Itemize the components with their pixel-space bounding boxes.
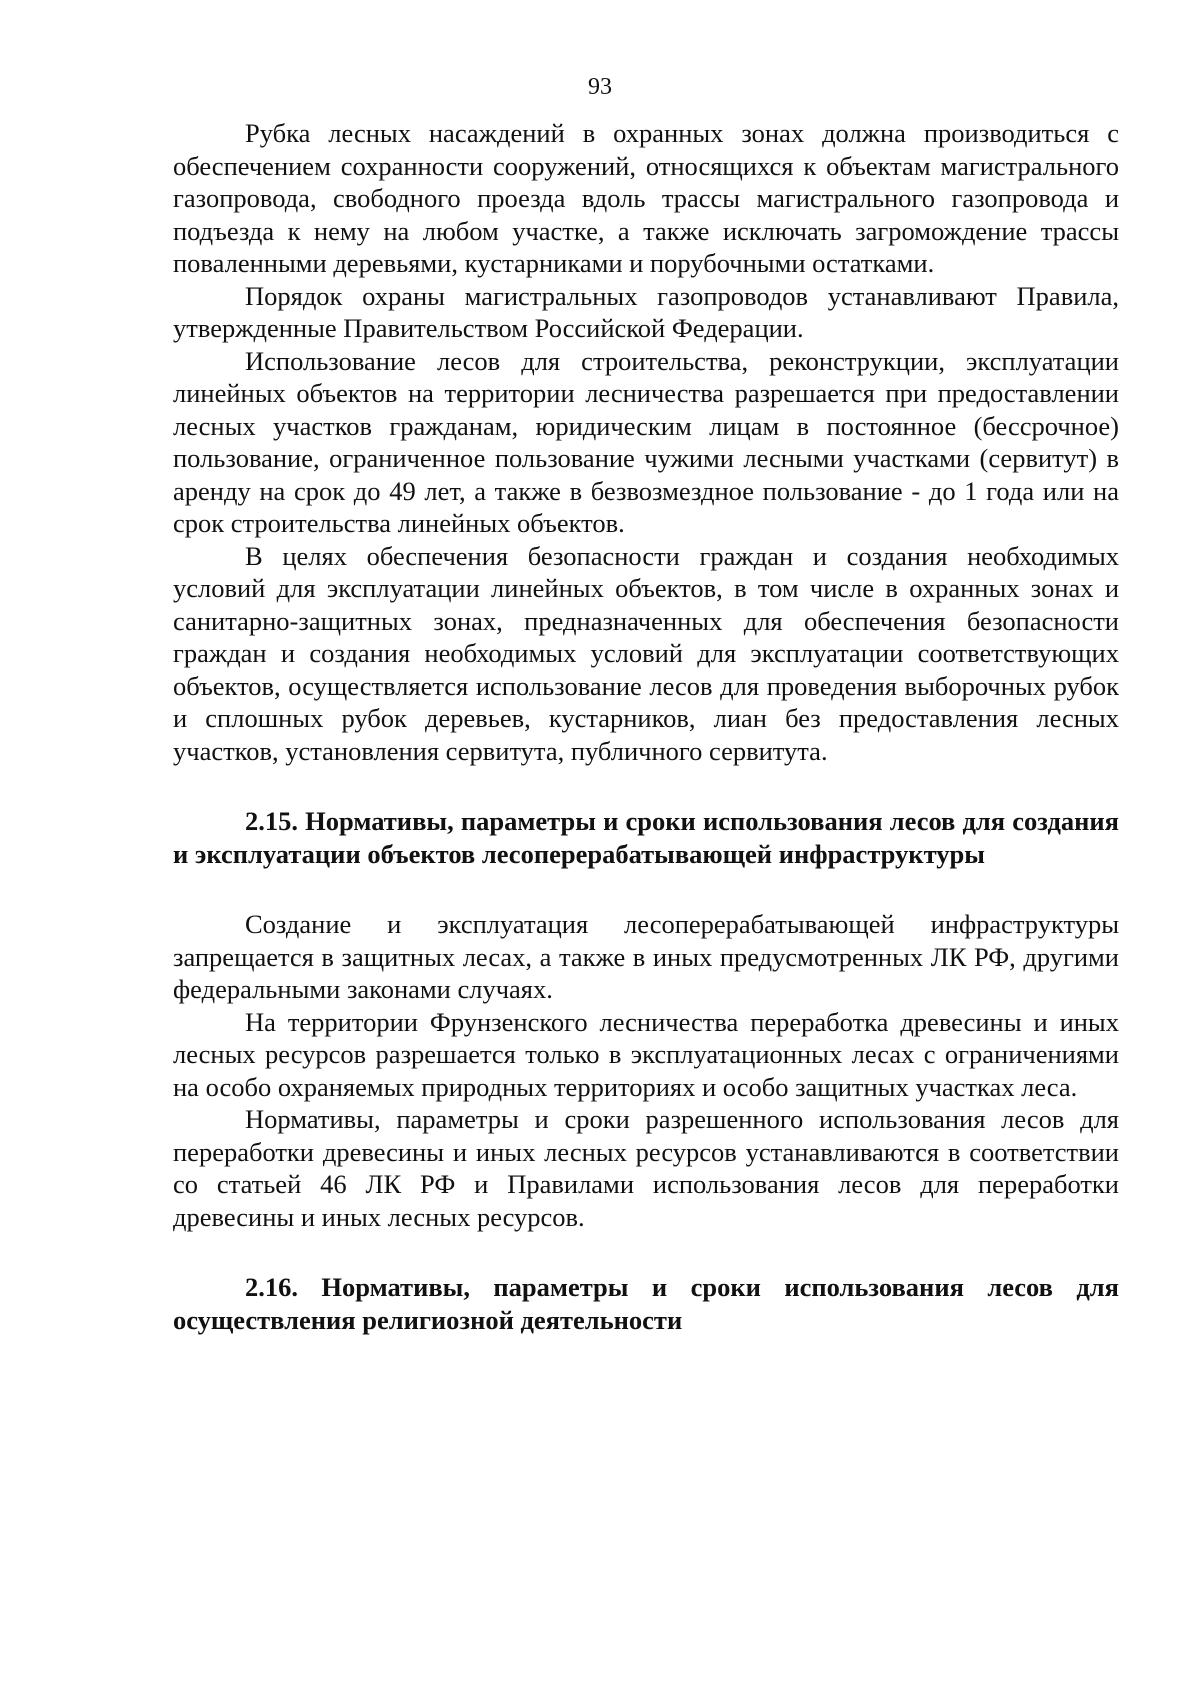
section-heading-2-16: 2.16. Нормативы, параметры и сроки использования лесов для осуществления религиозной деятельности — [173, 1272, 1119, 1335]
paragraph-processing-norms: Нормативы, параметры и сроки разрешенного использования лесов для переработки древесины и иных лесных ресурсов устанавливаются в соответствии со статьей 46 ЛК РФ и Правилами использования лесов для переработки древесины и иных лесных ресурсов. — [173, 1104, 1119, 1232]
paragraph-frunzenskoe-processing: На территории Фрунзенского лесничества переработка древесины и иных лесных ресурсов разрешается только в эксплуатационных лесах с ограничениями на особо охраняемых природных территориях и особо защитных участках леса. — [173, 1006, 1119, 1102]
section-heading-2-15: 2.15. Нормативы, параметры и сроки использования лесов для создания и эксплуатации объектов лесоперерабатывающей инфраструктуры — [173, 806, 1119, 869]
page-number: 93 — [588, 74, 612, 100]
page-body — [173, 117, 1119, 1336]
paragraph-infrastructure-prohibition: Создание и эксплуатация лесоперерабатывающей инфраструктуры запрещается в защитных лесах, а также в иных предусмотренных ЛК РФ, другими федеральными законами случаях. — [173, 909, 1119, 1004]
paragraph-felling-protection-zones: Рубка лесных насаждений в охранных зонах должна производиться с обеспечением сохранности сооружений, относящихся к объектам магистрального газопровода, свободного проезда вдоль трассы магистрального газопровода и подъезда к нему на любом участке, а также исключать загромождение трассы поваленными деревьями, кустарниками и порубочными остатками. — [173, 118, 1119, 278]
paragraph-pipeline-protection-rules: Порядок охраны магистральных газопроводов устанавливают Правила, утвержденные Правительством Российской Федерации. — [173, 280, 1119, 343]
paragraph-linear-objects-use: Использование лесов для строительства, реконструкции, эксплуатации линейных объектов на территории лесничества разрешается при предоставлении лесных участков гражданам, юридическим лицам в постоянное (бессрочное) пользование, ограниченное пользование чужими лесными участками (сервитут) в аренду на срок до 49 лет, а также в безвозмездное пользование - до 1 года или на срок строительства линейных объектов. — [173, 345, 1119, 538]
paragraph-safety-felling: В целях обеспечения безопасности граждан и создания необходимых условий для эксплуатации линейных объектов, в том числе в охранных зонах и санитарно-защитных зонах, предназначенных для обеспечения безопасности граждан и создания необходимых условий для эксплуатации соответствующих объектов, осуществляется использование лесов для проведения выборочных рубок и сплошных рубок деревьев, кустарников, лиан без предоставления лесных участков, установления сервитута, публичного сервитута. — [173, 540, 1119, 766]
